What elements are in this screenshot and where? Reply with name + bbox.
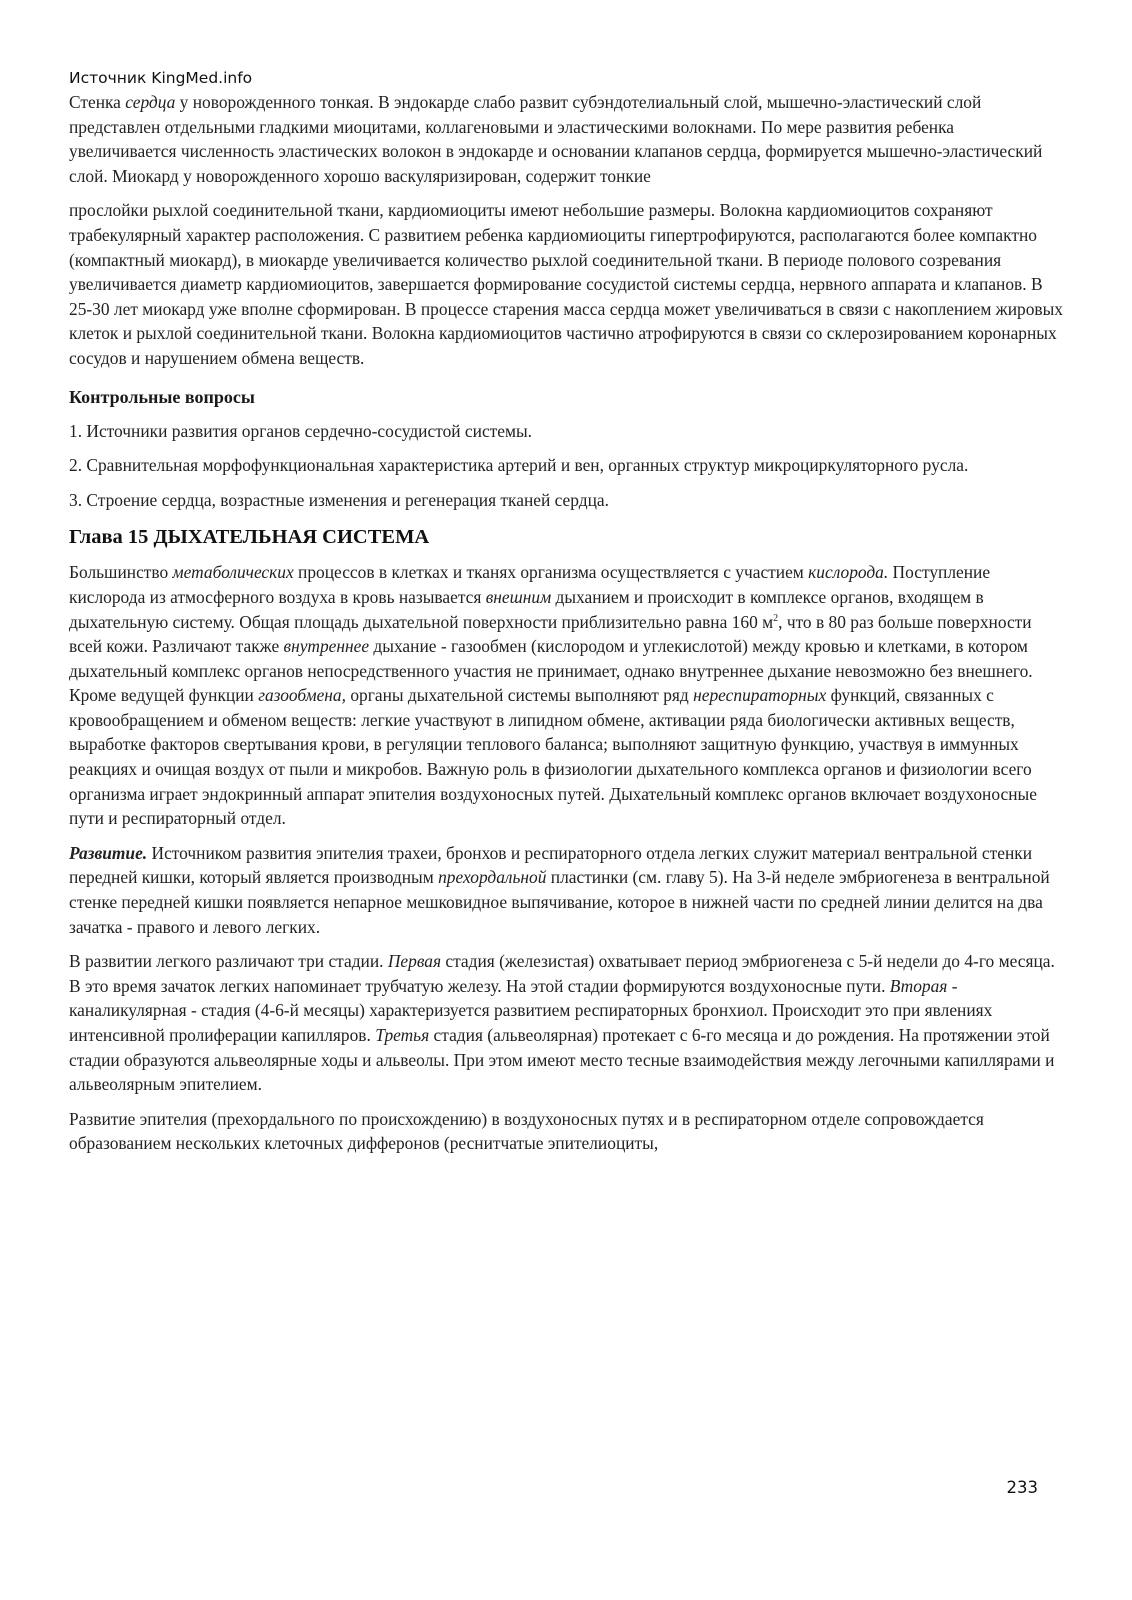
text-run: стадия (альвеолярная) протекает с 6-го месяца и до рождения. На протяжении этой стадии образуются альвеолярные ходы и альвеолы. При этом имеют место тесные взаимодействия между легочными капиллярами и альвеолярным эпителием. [69, 1025, 1055, 1095]
paragraph-lung-stages [69, 949, 1064, 1097]
superscript: 2 [773, 612, 779, 624]
paragraph-nonrespiratory [69, 683, 1064, 831]
italic-term: внешним [485, 586, 552, 607]
italic-term: внутреннее [283, 636, 370, 657]
text-run: дыхание - газообмен (кислородом и углекислотой) между кровью и клетками, в котором дыхательный комплекс органов непосредственного участия не принимает, однако внутреннее дыхание невозможно без внешнего. [69, 636, 1033, 681]
page-content [69, 66, 1064, 1166]
italic-term: метаболических [172, 562, 294, 583]
text-run: , что в 80 раз больше поверхности всей кожи. Различают также [69, 611, 1032, 657]
text-run: процессов в клетках и тканях организма осуществляется с участием [293, 562, 809, 583]
text-run: - каналикулярная - стадия (4-6-й месяцы) характеризуется развитием респираторных бронхиол. Происходит это при явлениях интенсивной пролиферации капилляров. [69, 975, 993, 1045]
text-run: Поступление кислорода из атмосферного воздуха в кровь называется [69, 562, 991, 607]
control-question-1: 1. Источники развития органов сердечно-сосудистой системы. [69, 420, 533, 441]
text-run: функций, связанных с кровообращением и обменом веществ: легкие участвуют в липидном обмене, активации ряда биологически активных веществ, выработке факторов свертывания крови, в регуляции теплового баланса; выполняют защитную функцию, участвуя в иммунных реакциях и очищая воздух от пыли и микробов. Важную роль в физиологии дыхательного комплекса органов и физиологии всего организма играет эндокринный аппарат эпителия воздухоносных путей. Дыхательный комплекс органов включает воздухоносные пути и респираторный отдел. [69, 685, 1037, 829]
text-run: пластинки (см. главу 5). На 3-й неделе эмбриогенеза в вентральной стенке передней кишки появляется непарное мешковидное выпячивание, которое в нижней части по средней линии делится на два зачатка - правого и левого легких. [69, 867, 1050, 937]
text-run: Большинство [69, 562, 173, 583]
text-run: стадия (железистая) охватывает период эмбриогенеза с 5-й недели до 4-го месяца. В это время зачаток легких напоминает трубчатую железу. На этой стадии формируются воздухоносные пути. [69, 951, 1055, 996]
italic-term: газообмена, [258, 685, 346, 706]
paragraph-respiration-intro [69, 560, 1064, 683]
italic-term: Первая [387, 951, 442, 972]
text-run: дыханием и происходит в комплексе органов, входящем в дыхательную систему. Общая площадь дыхательной поверхности приблизительно равна 160 м [69, 586, 984, 632]
paragraph-myocardium: прослойки рыхлой соединительной ткани, кардиомиоциты имеют небольшие размеры. Волокна кардиомиоцитов сохраняют трабекулярный характер расположения. С развитием ребенка кардиомиоциты гипертрофируются, располагаются более компактно (компактный миокард), в миокарде увеличивается количество рыхлой соединительной ткани. В периоде полового созревания увеличивается диаметр кардиомиоцитов, завершается формирование сосудистой системы сердца, нервного аппарата и клапанов. В 25-30 лет миокард уже вполне сформирован. В процессе старения масса сердца может увеличиваться в связи с накоплением жировых клеток и рыхлой соединительной ткани. Волокна кардиомиоцитов частично атрофируются в связи со склерозированием коронарных сосудов и нарушением обмена веществ. [69, 200, 1063, 368]
bold-italic-term: Развитие. [69, 842, 148, 863]
text-run: Стенка [69, 92, 126, 112]
italic-term: кислорода. [808, 562, 889, 583]
italic-term: нереспираторных [693, 685, 827, 706]
text-run: у новорожденного тонкая. В эндокарде слабо развит субэндотелиальный слой, мышечно-эластический слой представлен отдельными гладкими миоцитами, коллагеновыми и эластическими волокнами. По мере развития ребенка увеличивается численность эластических волокон в эндокарде и основании клапанов сердца, формируется мышечно-эластический слой. Миокард у новорожденного хорошо васкуляризирован, содержит тонкие [69, 92, 1043, 186]
page-number: 233 [1006, 1478, 1038, 1497]
italic-term: Третья [375, 1025, 430, 1045]
italic-term: сердца [125, 92, 176, 112]
source-header: Источник KingMed.info [69, 69, 253, 87]
control-question-3: 3. Строение сердца, возрастные изменения и регенерация тканей сердца. [69, 489, 609, 510]
text-run: органы дыхательной системы выполняют ряд [345, 685, 694, 706]
text-run: В развитии легкого различают три стадии. [69, 951, 388, 972]
text-run: Кроме ведущей функции [69, 685, 259, 706]
chapter-title: Глава 15 ДЫХАТЕЛЬНАЯ СИСТЕМА [69, 526, 430, 549]
paragraph-heart-wall [69, 90, 1064, 188]
italic-term: прехордальной [438, 867, 547, 888]
control-questions-heading: Контрольные вопросы [69, 386, 255, 407]
control-question-2: 2. Сравнительная морфофункциональная характеристика артерий и вен, органных структур микроциркуляторного русла. [69, 455, 969, 476]
paragraph-epithelium-development: Развитие эпителия (прехордального по происхождению) в воздухоносных путях и в респираторном отделе сопровождается образованием нескольких клеточных дифферонов (реснитчатые эпителиоциты, [69, 1108, 984, 1154]
text-run: Источником развития эпителия трахеи, бронхов и респираторного отдела легких служит материал вентральной стенки передней кишки, который является производным [69, 842, 1033, 888]
italic-term: Вторая [889, 975, 948, 996]
paragraph-development [69, 841, 1064, 939]
